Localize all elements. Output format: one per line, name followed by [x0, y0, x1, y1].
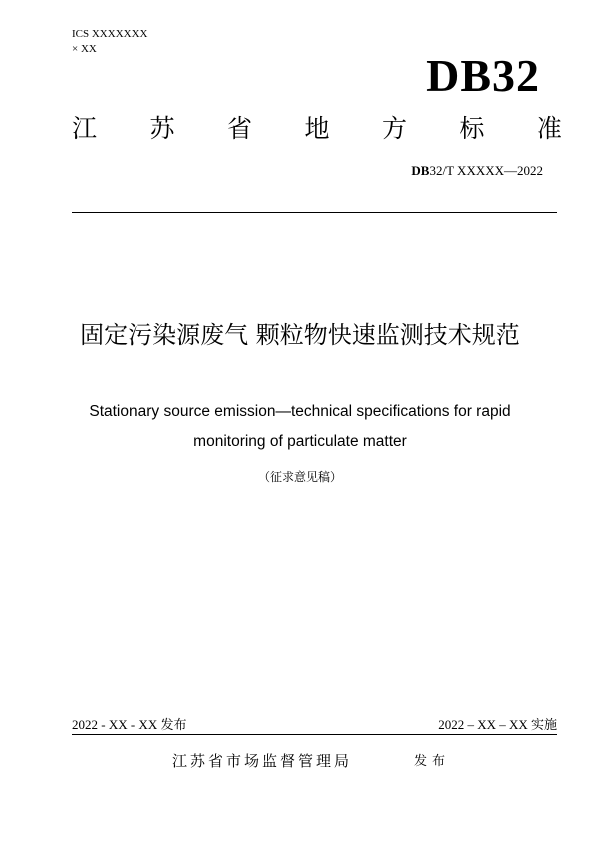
standard-type-char: 方: [381, 114, 407, 143]
standard-type-char: 江: [72, 114, 98, 143]
standard-type-char: 地: [304, 114, 330, 143]
footer-divider: [72, 734, 557, 735]
category-code: × XX: [72, 43, 97, 55]
standard-type-heading: [72, 112, 562, 146]
standard-type-char: 省: [226, 114, 252, 143]
publish-label: 发布: [414, 754, 451, 769]
draft-note: （征求意见稿）: [257, 470, 342, 484]
implementation-date: 2022 – XX – XX 实施: [438, 717, 557, 732]
publisher-name: 江苏省市场监督管理局: [172, 752, 353, 770]
standard-number-prefix: DB: [411, 163, 430, 178]
standard-number: [411, 162, 543, 180]
standard-type-char: 苏: [149, 114, 175, 143]
document-title-english: [60, 397, 540, 457]
english-title-line-1: Stationary source emission—technical specifications for rapid: [89, 403, 511, 420]
db32-logo: DB32: [426, 50, 540, 101]
english-title-line-2: monitoring of particulate matter: [193, 433, 407, 450]
document-title-chinese: 固定污染源废气 颗粒物快速监测技术规范: [80, 321, 520, 349]
standard-number-rest: 32/T XXXXX—2022: [429, 163, 543, 178]
issue-date: 2022 - XX - XX 发布: [72, 717, 187, 732]
ics-code: ICS XXXXXXX: [72, 28, 148, 40]
header-divider: [72, 212, 557, 213]
standard-type-char: 准: [536, 114, 562, 143]
standard-type-char: 标: [459, 114, 485, 143]
